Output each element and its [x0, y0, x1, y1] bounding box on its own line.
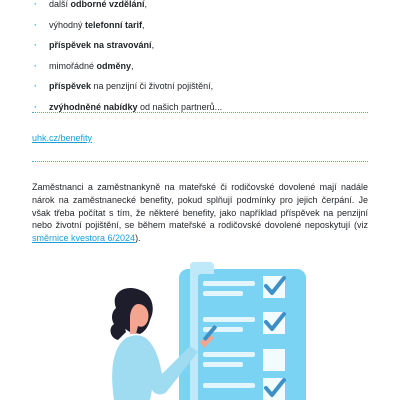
directive-link[interactable]: směrnice kvestora 6/2024 [32, 233, 136, 244]
bullet: · [34, 40, 37, 50]
benefit-item-phone-tariff [34, 15, 384, 36]
benefits-web-link[interactable]: uhk.cz/benefity [32, 133, 93, 143]
benefit-item-partner-offers [34, 97, 384, 118]
bullet: · [34, 19, 37, 30]
benefit-bold-text: příspěvek [49, 81, 92, 91]
benefit-text: , [144, 0, 148, 9]
benefit-item-bonuses [34, 56, 384, 77]
text-line [203, 362, 243, 367]
benefit-text: mimořádné [49, 60, 97, 71]
benefit-text: na penzijní či životní pojištění, [91, 81, 214, 91]
text-line [203, 281, 255, 286]
benefit-bold-text: telefonní tarif [85, 19, 143, 30]
dotted-divider [32, 112, 368, 113]
benefit-text: výhodný [49, 19, 86, 30]
benefit-text: , [142, 19, 145, 30]
text-line [203, 317, 255, 322]
paragraph-text: Zaměstnanci a zaměstnankyně na mateřské či rodičovské dovolené mají nadále nárok na zaměstnanecké benefity, pokud splňují podmínky pro jejich čerpání. Je však třeba počítat s tím, že některé benefity, jako například příspěvek na penzijní nebo životní pojištění, se během mateřské a rodičovské dovolené neposkytují (viz [32, 182, 368, 231]
text-line [203, 352, 255, 357]
checklist-board [179, 262, 306, 400]
benefit-item-education [34, 0, 384, 15]
benefit-text: , [151, 40, 155, 50]
benefit-bold-text: příspěvek na stravování [49, 40, 152, 50]
paragraph-end: ). [135, 233, 141, 244]
benefit-bold-text: zvýhodněné nabídky [49, 101, 138, 112]
benefit-text: , [131, 60, 134, 71]
maternity-leave-paragraph [32, 181, 368, 245]
bullet: · [34, 81, 37, 91]
benefit-list [34, 0, 384, 117]
checklist-illustration [90, 262, 310, 400]
bullet: · [34, 0, 37, 9]
bullet: · [34, 60, 37, 71]
text-line [203, 291, 243, 296]
benefit-text: od našich partnerů... [137, 101, 223, 112]
benefit-item-pension [34, 76, 384, 97]
benefit-bold-text: odborné vzdělání [70, 0, 145, 9]
text-line [203, 383, 255, 388]
bullet: · [34, 101, 37, 112]
checkbox [263, 349, 285, 371]
benefit-bold-text: odměny [96, 60, 132, 71]
benefit-item-meal-allowance [34, 35, 384, 56]
dotted-divider [32, 161, 368, 162]
benefit-text: další [49, 0, 71, 9]
